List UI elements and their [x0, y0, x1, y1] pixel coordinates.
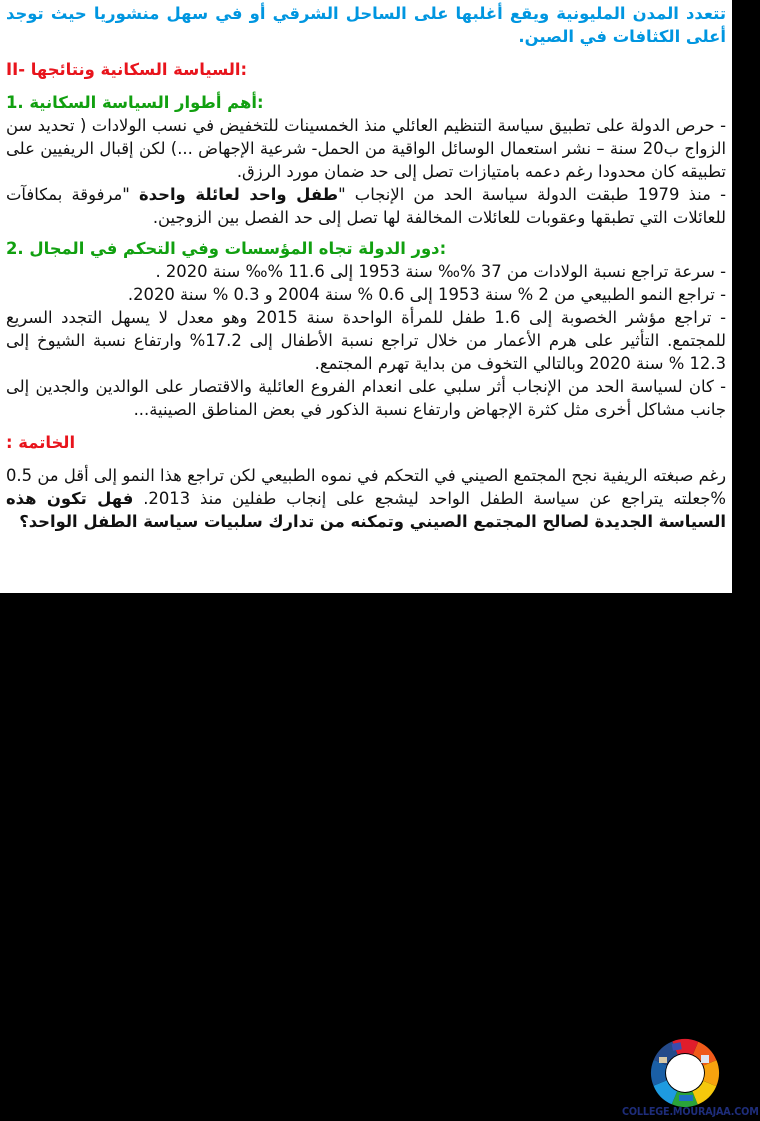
- subheading-colon: :: [256, 93, 264, 112]
- site-logo[interactable]: [622, 1036, 759, 1120]
- one-child-text-after: "مرفوقة بمكافآت للعائلات التي تطبقها وعقوبات للعائلات المخالفة لها تصل إلى حد الفصل بين الزوجين.: [6, 185, 726, 227]
- one-child-text-before: - منذ 1979 طبقت الدولة سياسة الحد من الإنجاب ": [338, 185, 726, 204]
- subheading-number: 2.: [6, 239, 24, 258]
- one-child-slogan: طفل واحد لعائلة واحدة: [138, 185, 339, 204]
- section-colon: :: [240, 60, 248, 79]
- paragraph-one-child-policy: [6, 183, 726, 229]
- colorful-ring-logo-icon: [650, 1038, 720, 1108]
- section-number: II-: [6, 60, 25, 79]
- document-content: [6, 2, 726, 533]
- subheading-title: أهم أطوار السياسة السكانية: [29, 93, 257, 112]
- subheading-policy-phases: [6, 91, 726, 114]
- subheading-colon: :: [439, 239, 447, 258]
- intro-paragraph: تتعدد المدن المليونية ويقع أغلبها على الساحل الشرقي أو في سهل منشوريا حيث توجد أعلى الكثافات في الصين.: [6, 4, 726, 46]
- conclusion-question: فهل تكون هذه السياسة الجديدة لصالح المجتمع الصيني وتمكنه من تدارك سلبيات سياسة الطفل الواحد؟: [6, 489, 726, 531]
- list-item-fertility: - تراجع مؤشر الخصوبة إلى 1.6 طفل للمرأة الواحدة سنة 2015 وهو معدل لا يسهل التجدد السريع للمجتمع. التأثير على هرم الأعمار من خلال تراجع نسبة الأطفال إلى 17.2% وارتفاع نسبة الشيوخ إلى 12.3 % سنة 2020 وبالتالي التخوف من بداية تهرم المجتمع.: [6, 308, 727, 373]
- section-heading-population-policy: [6, 58, 726, 81]
- paragraph-family-planning: - حرص الدولة على تطبيق سياسة التنظيم العائلي منذ الخمسينات للتخفيض في نسب الولادات ( تحديد سن الزواج ب20 سنة – نشر استعمال الوسائل الواقية من الحمل- شرعية الإجهاض ...) لكن إقبال الريفيين على تطبيقه كان محدودا رغم دعمه بامتيازات تصل إلى حد ضمان مورد الرزق.: [6, 116, 727, 181]
- list-item-negative-effects: - كان لسياسة الحد من الإنجاب أثر سلبي على انعدام الفروع العائلية والاقتصار على الوالدين والجدين إلى جانب مشاكل أخرى مثل كثرة الإجهاض وارتفاع نسبة الذكور في بعض المناطق الصينية...: [6, 377, 726, 419]
- conclusion-text: رغم صبغته الريفية نجح المجتمع الصيني في التحكم في نموه الطبيعي لكن تراجع هذا النمو إلى أقل من 0.5 %جعلته يتراجع عن سياسة الطفل الواحد ليشجع على إنجاب طفلين منذ 2013.: [6, 466, 727, 508]
- subheading-number: 1.: [6, 93, 24, 112]
- section-title: السياسة السكانية ونتائجها: [30, 60, 241, 79]
- list-item-natural-growth: - تراجع النمو الطبيعي من 2 % سنة 1953 إلى 0.6 % سنة 2004 و 0.3 % سنة 2020.: [127, 285, 726, 304]
- conclusion-heading: الخاتمة :: [6, 433, 76, 452]
- list-item-birth-rate: - سرعة تراجع نسبة الولادات من 37 %‰ سنة 1953 إلى 11.6 %‰ سنة 2020 .: [155, 262, 726, 281]
- subheading-title: دور الدولة تجاه المؤسسات وفي التحكم في المجال: [29, 239, 440, 258]
- conclusion-paragraph: [6, 464, 726, 533]
- subheading-state-role: [6, 237, 726, 260]
- logo-text: COLLEGE.MOURAJAA.COM: [622, 1106, 759, 1118]
